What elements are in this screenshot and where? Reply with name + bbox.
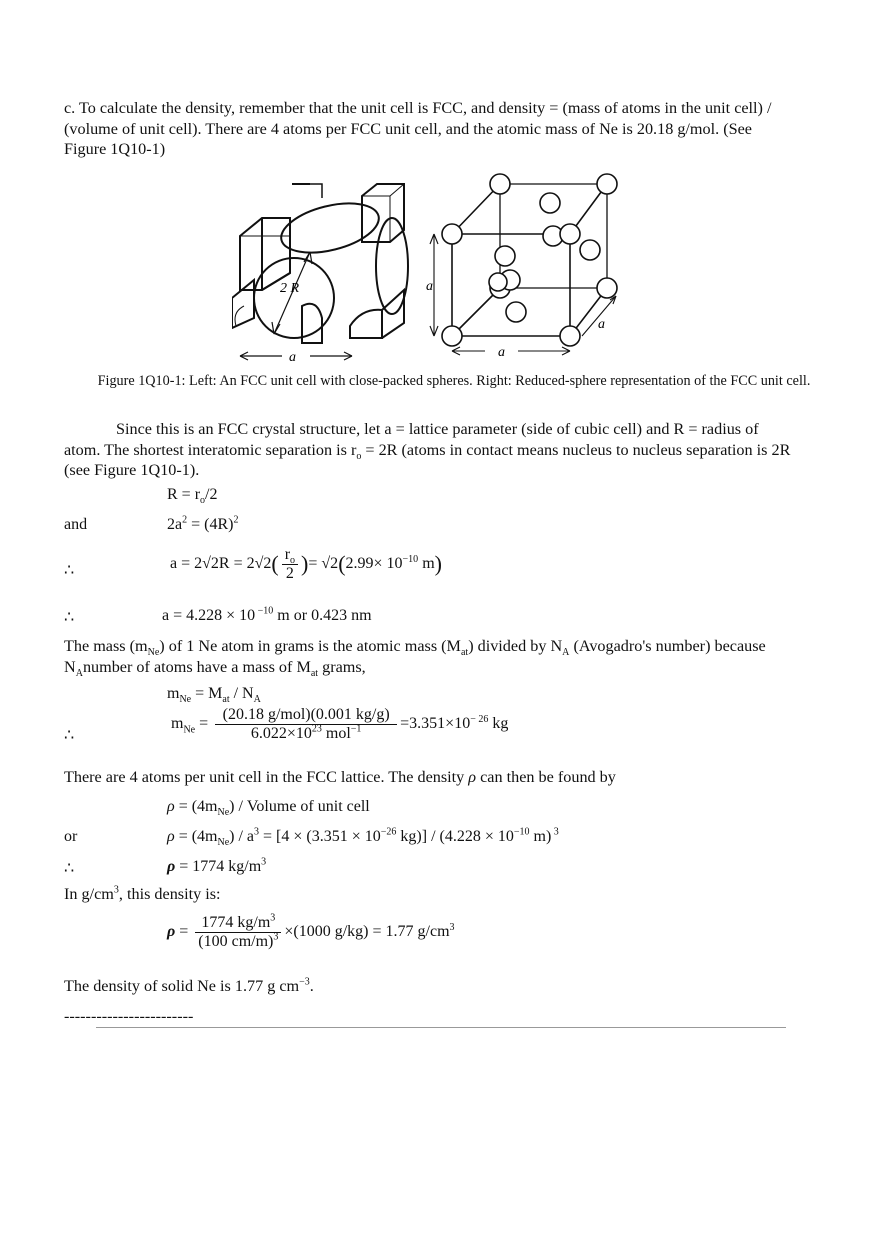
eq-density-expanded: $\rho = (4m_{Ne}) / a^3 = [4 \times (3.351 \times 10^{-26}$ $kg)] / (4.228 \times 10^{-10}$ m) $^3$ xyxy=(167,826,559,849)
eq-density-definition: $\rho = (4m_{Ne})$ / Volume of unit cell xyxy=(167,798,370,819)
intro-paragraph: c. To calculate the density, remember that the unit cell is FCC, and density = (mass of atoms in the unit cell) / (volume of unit cell). There are 4 atoms per FCC unit cell, and the atomic mass of Ne is 20.18 g/mol. (See Figure 1Q10-1) xyxy=(64,99,772,158)
eq-a-expr-label: ∴ xyxy=(64,562,75,579)
eq-density-result: ρ = 1774 $kg/m^3$ xyxy=(167,856,267,875)
eq-radius: $R = r_o/2$ xyxy=(167,486,218,507)
figure-caption: Figure 1Q10-1: Left: An FCC unit cell with close-packed spheres. Right: Reduced-sphere representation of the FCC unit cell. xyxy=(97,373,811,389)
eq-a-value-label: ∴ xyxy=(64,609,75,626)
separator-dashes: ------------------------ xyxy=(64,1007,194,1025)
mass-paragraph: The mass $(m_{Ne})$ of 1 Ne atom in grams is the atomic mass $(M_{at})$ divided by $N_A$ (Avogadro's number) because $N_Anumber$ of atoms have a mass of $M_{at}$ grams, xyxy=(64,637,766,679)
right-height-label: a xyxy=(426,279,433,294)
eq-density-result-label: ∴ xyxy=(64,860,75,877)
fcc-paragraph: Since this is an FCC crystal structure, let a = lattice parameter (side of cubic cell) and R = radius of atom. The shortest interatomic separation is $r_o = 2R$ (atoms in contact means nucleus to nucleus separation is 2R (see Figure 1Q10-1). xyxy=(64,420,791,479)
left-radius-label: 2 R xyxy=(280,281,300,296)
conclusion-paragraph: The density of solid Ne is 1.77 g $cm^{-3}$. xyxy=(64,976,314,995)
eq-mass-definition: $m_{Ne} = M_{at} / N_A$ xyxy=(167,685,261,706)
eq-density-or-label: or xyxy=(64,828,78,845)
left-edge-label: a xyxy=(289,350,296,363)
eq-mass-value: $m_{Ne}$ = $\frac{\text{(20.18 g/mol)(0.001 kg/g)}}{6.022\times 10^{23} mol^{-1}}$ $=3.351\times 10^{- 26}$ kg xyxy=(171,706,509,742)
right-depth-label: a xyxy=(598,317,605,332)
eq-a-expression: a = 2√2R = 2√2( $\frac{r_o}{2}$ )= $√2(2.99\times 10^{-10}$ m) xyxy=(170,546,442,582)
right-width-label: a xyxy=(498,345,505,360)
eq-mass-value-label: ∴ xyxy=(64,727,75,744)
density-paragraph: There are 4 atoms per unit cell in the FCC lattice. The density ρ can then be found by xyxy=(64,768,616,786)
fcc-reduced-sphere-figure xyxy=(420,168,625,363)
eq-a-value: a = 4.228 × 10 $^{-10}$ m or 0.423 nm xyxy=(162,605,372,624)
eq-a2-label: and xyxy=(64,516,88,533)
gcm-paragraph: In $g/cm^3$, this density is: xyxy=(64,884,221,903)
eq-a-squared: $2a^2 = (4R)^2$ xyxy=(167,514,239,533)
eq-density-conversion: ρ = $\frac{1774 kg/m^3}{(100 cm/m)^3}$ ×(1000 g/kg) = 1.77 $g/cm^3$ xyxy=(167,912,455,950)
fcc-close-packed-figure xyxy=(232,178,422,363)
separator-rule xyxy=(96,1027,786,1028)
